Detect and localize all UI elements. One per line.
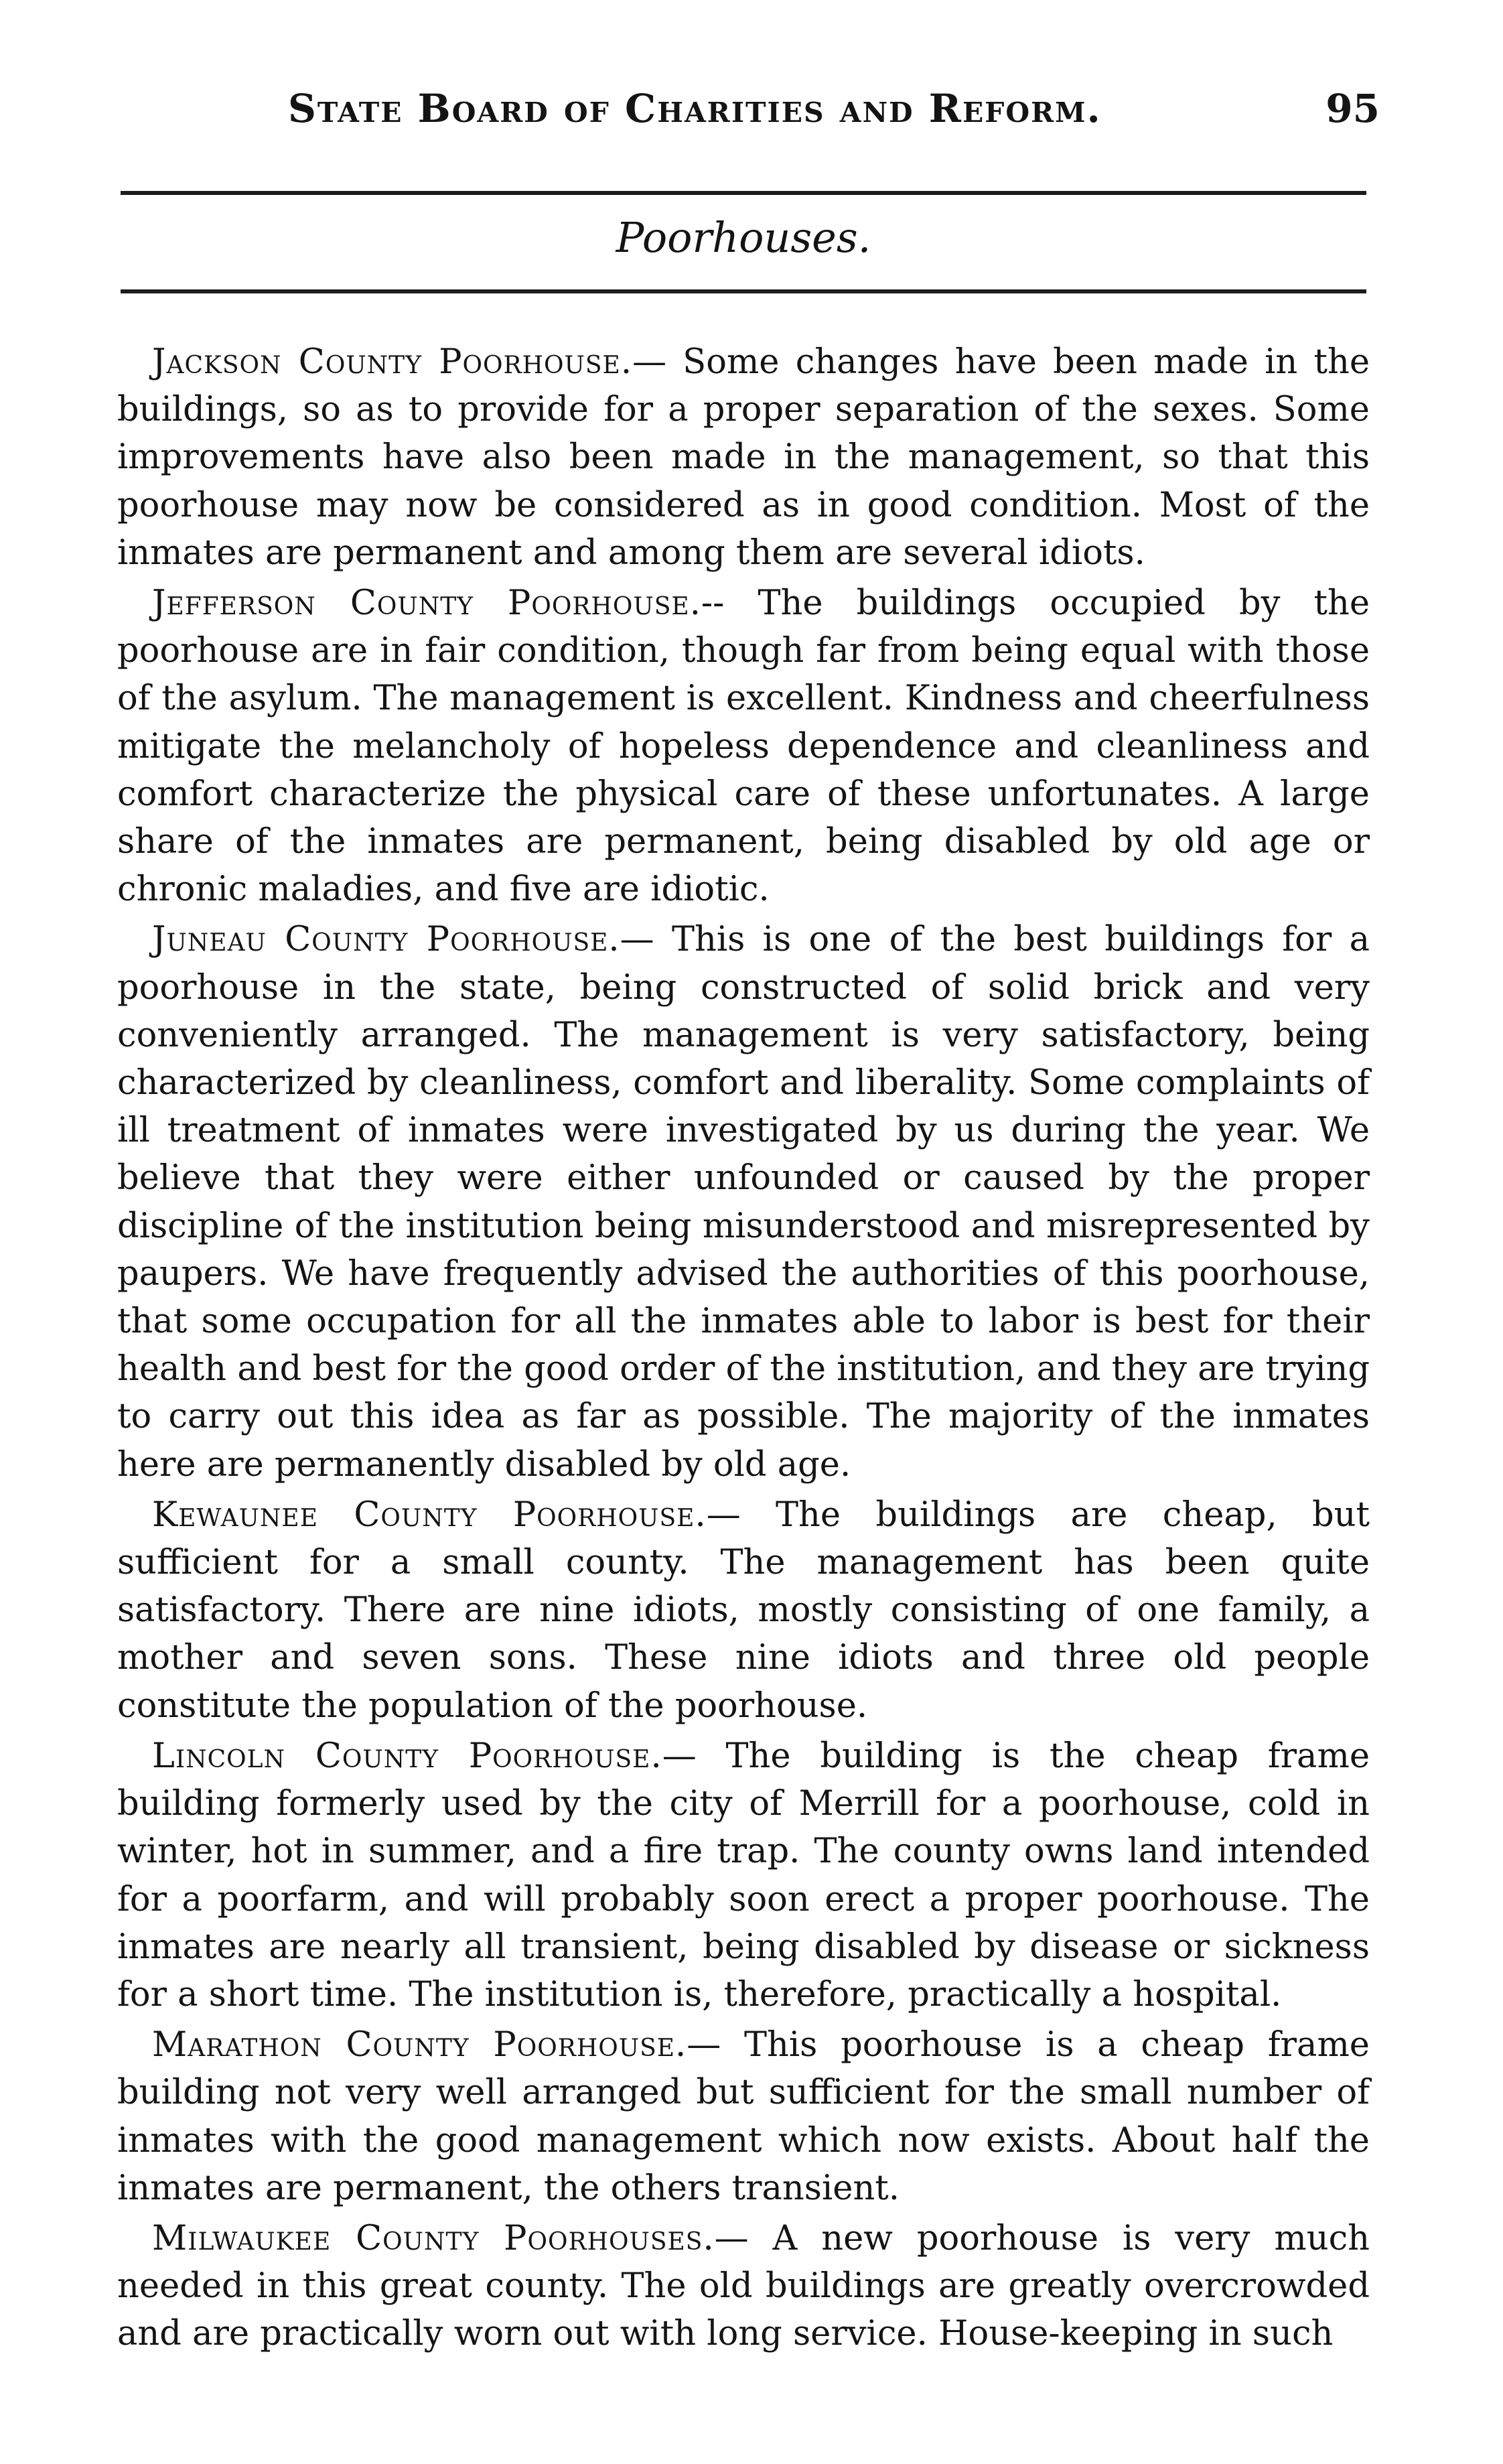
paragraph-lead: Jefferson County Poorhouse. <box>152 584 701 624</box>
paragraph-text: — This poorhouse is a cheap frame building not very well arranged but sufficient for the small number of inmates with the good management which now exists. About half the inmates are permanent, the others transient. <box>117 2025 1370 2208</box>
top-rule <box>121 191 1366 195</box>
running-head <box>121 74 1380 134</box>
running-title: State Board of Charities and Reform. <box>288 86 1102 131</box>
paragraph-jefferson-county <box>117 579 1370 913</box>
paragraph-lead: Lincoln County Poorhouse. <box>152 1736 662 1776</box>
body-text <box>117 338 1370 2358</box>
paragraph-marathon-county <box>117 2021 1370 2212</box>
paragraph-lincoln-county <box>117 1732 1370 2018</box>
paragraph-juneau-county <box>117 916 1370 1488</box>
bottom-rule <box>121 289 1366 293</box>
page-number: 95 <box>1326 86 1380 131</box>
paragraph-text: — The building is the cheap frame building formerly used by the city of Merrill for a poorhouse, cold in winter, hot in summer, and a fire trap. The county owns land intended for a poorfarm, and will probably soon erect a proper poorhouse. The inmates are nearly all transient, being disabled by disease or sickness for a short time. The institution is, therefore, practically a hospital. <box>117 1736 1370 2014</box>
paragraph-lead: Milwaukee County Poorhouses. <box>152 2218 715 2258</box>
paragraph-lead: Juneau County Poorhouse. <box>152 920 620 960</box>
paragraph-text: — A new poorhouse is very much needed in this great county. The old buildings are greatly overcrowded and are practically worn out with long service. House-keeping in such <box>117 2218 1370 2354</box>
paragraph-lead: Marathon County Poorhouse. <box>152 2025 687 2065</box>
paragraph-text: — Some changes have been made in the buildings, so as to provide for a proper separation of the sexes. Some improvements have also been made in the management, so that this poorhouse may now be considered as in good condition. Most of the inmates are permanent and among them are several idiots. <box>117 342 1370 573</box>
paragraph-lead: Jackson County Poorhouse. <box>152 342 633 382</box>
paragraph-kewaunee-county <box>117 1491 1370 1730</box>
paragraph-jackson-county <box>117 338 1370 577</box>
section-title: Poorhouses. <box>616 213 871 262</box>
paragraph-lead: Kewaunee County Poorhouse. <box>152 1495 707 1535</box>
paragraph-text: — The buildings are cheap, but sufficient for a small county. The management has been quite satisfactory. There are nine idiots, mostly consisting of one family, a mother and seven sons. These nine idiots and three old people constitute the population of the poorhouse. <box>117 1495 1370 1726</box>
paragraph-milwaukee-county <box>117 2215 1370 2358</box>
paragraph-text: -- The buildings occupied by the poorhouse are in fair condition, though far from being equal with those of the asylum. The management is excellent. Kindness and cheerfulness mitigate the melancholy of hopeless dependence and cleanliness and comfort characterize the physical care of these unfortunates. A large share of the inmates are permanent, being disabled by old age or chronic maladies, and five are idiotic. <box>117 584 1370 910</box>
paragraph-text: — This is one of the best buildings for a poorhouse in the state, being constructed of solid brick and very conveniently arranged. The management is very satisfactory, being characterized by cleanliness, comfort and liberality. Some complaints of ill treatment of inmates were investigated by us during the year. We believe that they were either unfounded or caused by the proper discipline of the institution being misunderstood and misrepresented by paupers. We have frequently advised the authorities of this poorhouse, that some occupation for all the inmates able to labor is best for their health and best for the good order of the institution, and they are trying to carry out this idea as far as possible. The majority of the inmates here are permanently disabled by old age. <box>117 920 1370 1485</box>
